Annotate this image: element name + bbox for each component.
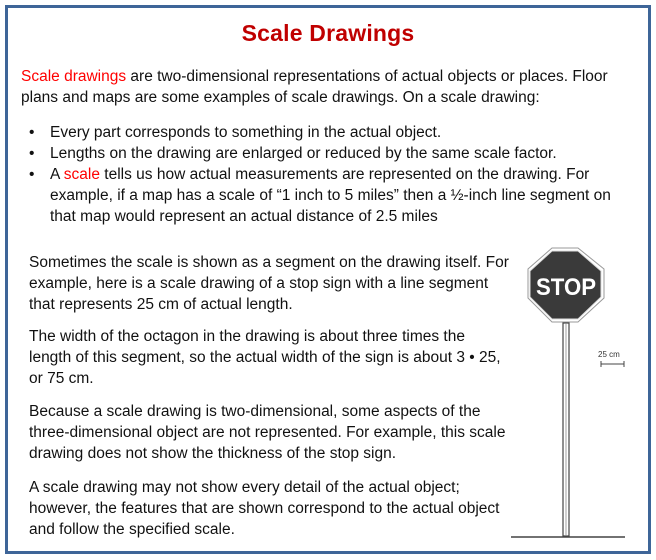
bullet-icon: •: [29, 145, 35, 162]
bullet-icon: •: [29, 124, 35, 141]
list-item: • A scale tells us how actual measurements are represented on the drawing. For example, if a map has a scale of “1 inch to 5 miles” then a ½-inch line segment on that map would represent an actual distance of 2.5 miles: [29, 166, 611, 225]
paragraph-two-dimensional: Because a scale drawing is two-dimensional, some aspects of the three-dimensional object are not represented. For example, this scale drawing does not show the thickness of the stop sign.: [29, 403, 506, 462]
paragraph-detail: A scale drawing may not show every detail of the actual object; however, the features that are shown correspond to the actual object and follow the specified scale.: [29, 479, 500, 538]
intro-text: are two-dimensional representations of actual objects or places. Floor plans and maps are some examples of scale drawings. On a scale drawing:: [21, 68, 608, 106]
bullet-icon: •: [29, 166, 35, 183]
stop-sign-drawing: [505, 243, 635, 543]
paragraph-scale-segment: Sometimes the scale is shown as a segment on the drawing itself. For example, here is a scale drawing of a stop sign with a line segment that represents 25 cm of actual length.: [29, 254, 509, 313]
page-title: Scale Drawings: [241, 20, 415, 46]
list-item: • Every part corresponds to something in the actual object.: [29, 124, 442, 141]
intro-paragraph: [21, 66, 641, 108]
scale-bar-icon: [601, 361, 624, 367]
scale-bar-label: 25 cm: [598, 350, 620, 359]
stop-text: STOP: [536, 274, 596, 301]
list-item: • Lengths on the drawing are enlarged or reduced by the same scale factor.: [29, 145, 557, 162]
properties-list: [21, 122, 641, 227]
paragraph-octagon-width: The width of the octagon in the drawing is about three times the length of this segment, so the actual width of the sign is about 3 • 25, or 75 cm.: [29, 328, 501, 387]
intro-term: Scale drawings: [21, 68, 127, 85]
scale-term: scale: [63, 166, 100, 183]
